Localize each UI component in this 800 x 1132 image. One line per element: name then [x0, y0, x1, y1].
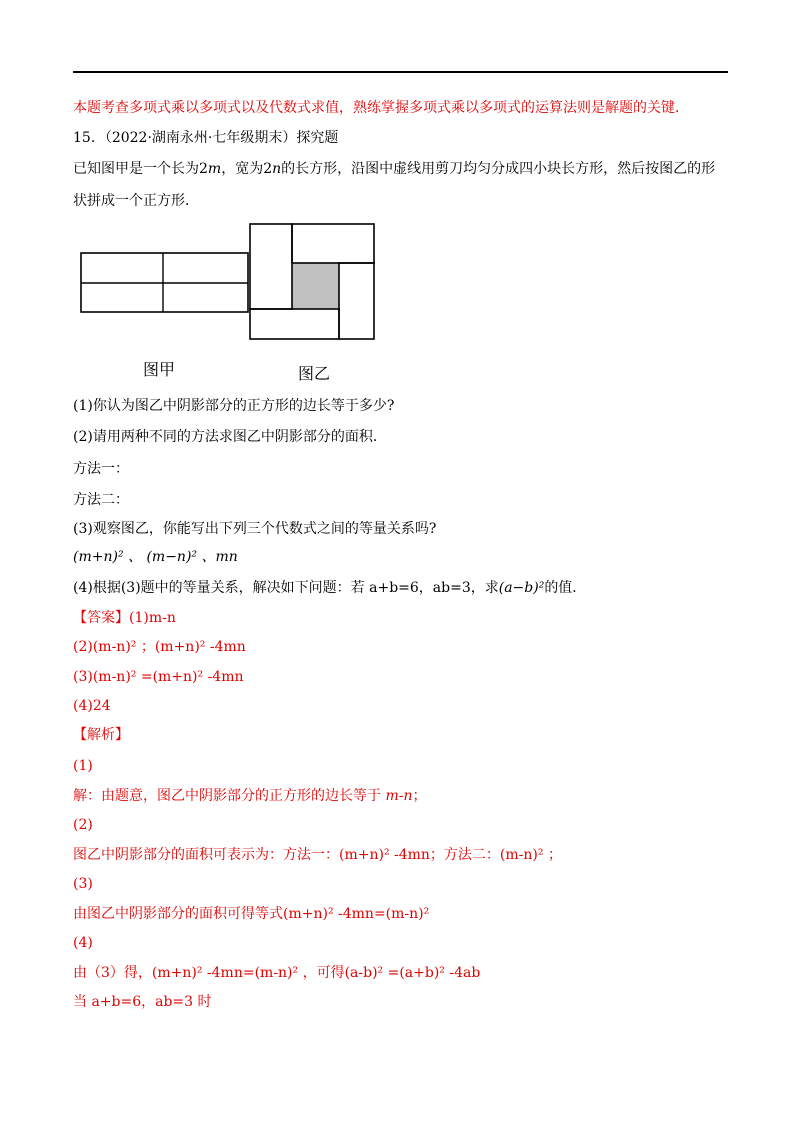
- analysis-part-4: (4): [73, 935, 93, 951]
- analysis-part-2-text: 图乙中阴影部分的面积可表示为：方法一：(m+n)² -4mn；方法二：(m-n)² ；: [73, 847, 562, 863]
- analysis-text: ；: [412, 788, 427, 804]
- figure-yi: [249, 223, 376, 341]
- problem-stem-line1: [73, 159, 715, 179]
- fig-yi-rect-bottom: [250, 309, 339, 339]
- analysis-part-2: (2): [73, 817, 93, 833]
- stem-text: 的长方形，沿图中虚线用剪刀均匀分成四小块长方形，然后按图乙的形: [281, 161, 716, 177]
- fig-jia-caption: 图甲: [143, 360, 176, 379]
- q4-text: 的值．: [544, 580, 587, 596]
- question-1: (1)你认为图乙中阴影部分的正方形的边长等于多少?: [73, 398, 395, 414]
- answer-4: (4)24: [73, 698, 111, 714]
- q4-expression: (a−b)²: [498, 580, 545, 596]
- stem-text: ，宽为2: [221, 161, 273, 177]
- problem-source: （2022·湖南永州·七年级期末）探究题: [104, 130, 339, 146]
- problem-header: [73, 128, 338, 148]
- figure-jia: [80, 252, 250, 314]
- q4-text: (4)根据(3)题中的等量关系，解决如下问题：若 a+b=6，ab=3，求: [73, 580, 499, 596]
- var-m: m: [207, 161, 222, 177]
- analysis-part-3: (3): [73, 876, 93, 892]
- fig-yi-rect-right: [339, 263, 374, 339]
- question-4: [73, 578, 586, 598]
- problem-stem-line2: 状拼成一个正方形．: [73, 193, 199, 209]
- answer-2: (2)(m-n)² ；(m+n)² -4mn: [73, 639, 246, 655]
- stem-text: 已知图甲是一个长为2: [73, 161, 208, 177]
- analysis-expression: m-n: [385, 788, 413, 804]
- analysis-part-1-text: [73, 786, 426, 806]
- header-rule: [73, 71, 728, 73]
- method-2: 方法二：: [73, 492, 129, 508]
- analysis-part-4-text: 由（3）得，(m+n)² -4mn=(m-n)² ，可得(a-b)² =(a+b)² -4ab: [73, 965, 481, 981]
- question-2: (2)请用两种不同的方法求图乙中阴影部分的面积．: [73, 429, 387, 445]
- shaded-square: [292, 263, 339, 309]
- answer-1-text: (1)m-n: [129, 610, 176, 626]
- analysis-part-5-text: 当 a+b=6，ab=3 时: [73, 994, 212, 1010]
- var-n: n: [272, 161, 282, 177]
- problem-number: 15．: [73, 130, 105, 146]
- answer-1: [73, 608, 176, 628]
- analysis-text: 解：由题意，图乙中阴影部分的正方形的边长等于: [73, 788, 386, 804]
- question-3-expressions: (m+n)² 、 (m−n)² 、mn: [73, 549, 238, 565]
- analysis-label: 【解析】: [73, 727, 129, 743]
- fig-yi-caption: 图乙: [298, 364, 331, 383]
- note-top: 本题考查多项式乘以多项式以及代数式求值，熟练掌握多项式乘以多项式的运算法则是解题的关键．: [73, 100, 689, 116]
- analysis-part-1: (1): [73, 758, 93, 774]
- answer-3: (3)(m-n)² =(m+n)² -4mn: [73, 669, 244, 685]
- method-1: 方法一：: [73, 461, 129, 477]
- answer-label: 【答案】: [73, 610, 129, 626]
- fig-yi-rect-top: [292, 224, 374, 263]
- analysis-part-3-text: 由图乙中阴影部分的面积可得等式(m+n)² -4mn=(m-n)²: [73, 906, 430, 922]
- fig-yi-rect-left: [250, 224, 292, 309]
- question-3: (3)观察图乙，你能写出下列三个代数式之间的等量关系吗?: [73, 521, 437, 537]
